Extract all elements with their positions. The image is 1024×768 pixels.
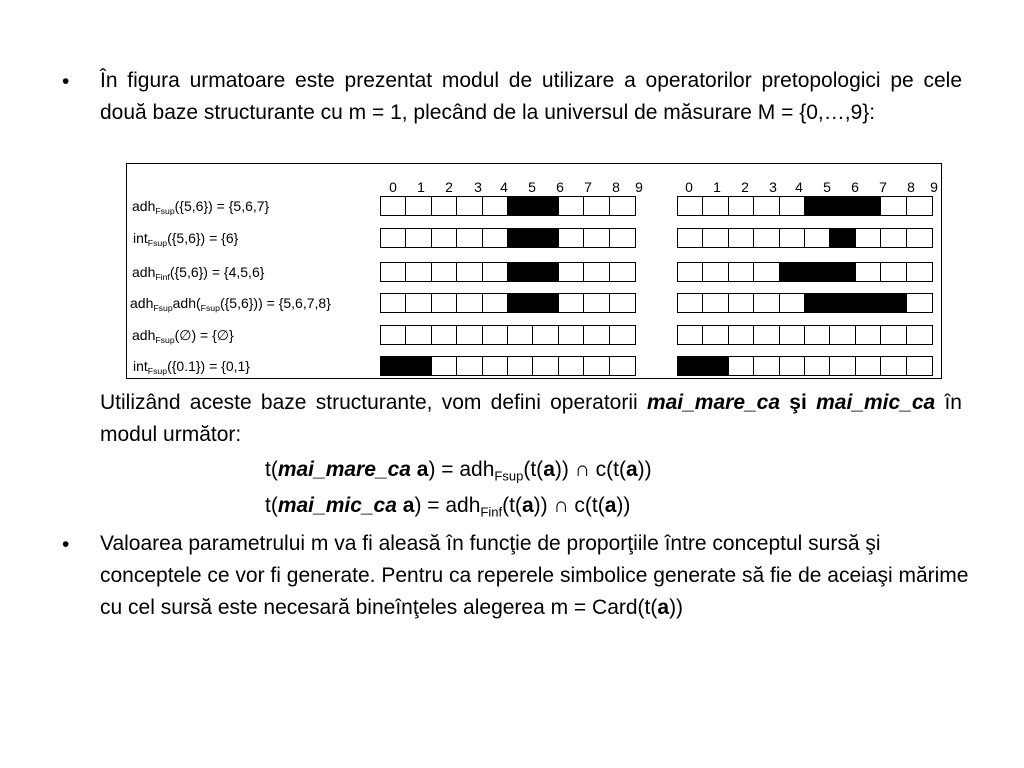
digit-label-left-6: 6: [556, 179, 564, 195]
grid-cell-left-0-9: [610, 197, 635, 215]
row-label-4: adh$_{Fsup}$(∅) = {∅}: [132, 327, 234, 346]
grid-cell-right-5-0: [678, 357, 703, 375]
grid-cell-left-5-8: [584, 357, 609, 375]
si-word: şi: [780, 391, 807, 414]
grid-cell-right-2-2: [729, 263, 754, 281]
grid-cell-left-5-5: [508, 357, 533, 375]
operators-paragraph: [100, 387, 962, 450]
digit-label-right-2: 2: [741, 179, 749, 195]
grid-cell-right-5-9: [907, 357, 932, 375]
grid-cell-left-0-2: [432, 197, 457, 215]
grid-cell-right-5-3: [754, 357, 779, 375]
grid-cell-right-4-1: [703, 326, 728, 344]
grid-cell-left-0-5: [508, 197, 533, 215]
grid-row-left-0: [380, 196, 636, 216]
digit-label-left-2: 2: [445, 179, 453, 195]
grid-cell-left-1-7: [559, 229, 584, 247]
grid-cell-right-5-4: [780, 357, 805, 375]
grid-row-left-1: [380, 228, 636, 248]
grid-cell-left-2-9: [610, 263, 635, 281]
grid-cell-left-5-6: [533, 357, 558, 375]
grid-cell-left-2-2: [432, 263, 457, 281]
grid-row-left-4: [380, 325, 636, 345]
digit-label-right-7: 7: [879, 179, 887, 195]
grid-cell-right-0-1: [703, 197, 728, 215]
grid-row-left-3: [380, 293, 636, 313]
grid-cell-left-4-6: [533, 326, 558, 344]
grid-cell-right-0-9: [907, 197, 932, 215]
grid-cell-right-1-5: [805, 229, 830, 247]
op-mai-mic-ca: mai_mic_ca: [816, 391, 936, 414]
grid-cell-left-0-8: [584, 197, 609, 215]
grid-cell-left-1-9: [610, 229, 635, 247]
grid-cell-left-3-2: [432, 294, 457, 312]
grid-cell-right-3-6: [830, 294, 855, 312]
grid-cell-right-4-3: [754, 326, 779, 344]
grid-cell-left-1-1: [406, 229, 431, 247]
parameter-paragraph: Valoarea parametrului m va fi aleasă în funcţie de proporţiile între conceptul sursă şi conceptele ce vor fi generate. Pentru ca reperele simbolice generate să fie de aceiaşi mărime cu cel sursă este necesară bineînţeles alegerea m = Card(t(a)): [100, 532, 969, 619]
grid-cell-left-3-9: [610, 294, 635, 312]
grid-cell-left-4-2: [432, 326, 457, 344]
grid-cell-left-1-3: [457, 229, 482, 247]
grid-cell-right-1-0: [678, 229, 703, 247]
grid-cell-right-3-9: [907, 294, 932, 312]
grid-cell-right-4-5: [805, 326, 830, 344]
grid-cell-right-1-9: [907, 229, 932, 247]
operators-text: Utilizând aceste baze structurante, vom defini operatorii: [100, 391, 647, 414]
grid-cell-left-4-3: [457, 326, 482, 344]
intro-paragraph: În figura urmatoare este prezentat modul de utilizare a operatorilor pretopologici pe cele două baze structurante cu m = 1, plecând de la universul de măsurare M = {0,…,9}:: [100, 69, 962, 124]
grid-row-right-5: [677, 356, 933, 376]
formula-mai-mic-ca: t(mai_mic_ca a) = adh$_{Finf}$(t(a)) ∩ c(t(a)): [265, 494, 631, 520]
grid-cell-left-3-8: [584, 294, 609, 312]
grid-cell-left-0-4: [483, 197, 508, 215]
grid-cell-right-1-3: [754, 229, 779, 247]
grid-cell-right-3-1: [703, 294, 728, 312]
grid-cell-right-1-1: [703, 229, 728, 247]
row-label-5: int$_{Fsup}$({0.1}) = {0,1}: [133, 358, 250, 377]
grid-cell-left-3-4: [483, 294, 508, 312]
grid-cell-left-2-1: [406, 263, 431, 281]
grid-cell-left-2-0: [381, 263, 406, 281]
digit-label-left-4: 4: [500, 179, 508, 195]
grid-cell-left-0-6: [533, 197, 558, 215]
grid-cell-right-5-6: [830, 357, 855, 375]
bullet-2: •: [62, 533, 70, 556]
digit-label-left-5: 5: [528, 179, 536, 195]
grid-cell-left-5-1: [406, 357, 431, 375]
grid-cell-right-3-0: [678, 294, 703, 312]
row-label-0: adh$_{Fsup}$({5,6}) = {5,6,7}: [132, 198, 270, 217]
grid-cell-left-4-1: [406, 326, 431, 344]
digit-label-right-5: 5: [823, 179, 831, 195]
grid-cell-left-0-0: [381, 197, 406, 215]
grid-cell-right-4-8: [881, 326, 906, 344]
grid-cell-right-1-7: [856, 229, 881, 247]
digit-label-right-6: 6: [851, 179, 859, 195]
grid-cell-left-0-3: [457, 197, 482, 215]
grid-cell-left-4-9: [610, 326, 635, 344]
row-label-3: $adh_{Fsup}adh(_{Fsup}(\{5,6\})) = \{5,6,7,8\}$: [130, 295, 331, 314]
grid-cell-right-5-8: [881, 357, 906, 375]
digit-label-right-1: 1: [713, 179, 721, 195]
grid-cell-left-4-0: [381, 326, 406, 344]
grid-row-left-2: [380, 262, 636, 282]
grid-cell-right-3-5: [805, 294, 830, 312]
grid-cell-left-1-0: [381, 229, 406, 247]
grid-cell-right-3-4: [780, 294, 805, 312]
grid-cell-right-2-6: [830, 263, 855, 281]
grid-cell-left-2-5: [508, 263, 533, 281]
digit-label-left-9: 9: [635, 179, 643, 195]
grid-cell-right-0-2: [729, 197, 754, 215]
operators-text-end: în modul următor:: [100, 391, 962, 446]
grid-row-right-3: [677, 293, 933, 313]
grid-cell-right-2-5: [805, 263, 830, 281]
digit-label-left-8: 8: [612, 179, 620, 195]
grid-cell-right-0-0: [678, 197, 703, 215]
grid-row-right-1: [677, 228, 933, 248]
grid-row-right-4: [677, 325, 933, 345]
grid-cell-left-5-0: [381, 357, 406, 375]
grid-row-left-5: [380, 356, 636, 376]
grid-cell-left-1-8: [584, 229, 609, 247]
grid-cell-right-1-2: [729, 229, 754, 247]
grid-cell-left-5-9: [610, 357, 635, 375]
grid-row-right-0: [677, 196, 933, 216]
grid-cell-left-3-5: [508, 294, 533, 312]
grid-cell-right-3-8: [881, 294, 906, 312]
grid-cell-left-1-2: [432, 229, 457, 247]
digit-label-right-0: 0: [685, 179, 693, 195]
grid-cell-left-5-4: [483, 357, 508, 375]
grid-cell-right-3-3: [754, 294, 779, 312]
grid-cell-right-1-6: [830, 229, 855, 247]
digit-label-left-0: 0: [389, 179, 397, 195]
grid-cell-left-1-4: [483, 229, 508, 247]
grid-cell-left-1-5: [508, 229, 533, 247]
row-label-2: adh$_{Finf}$({5,6}) = {4,5,6}: [132, 264, 265, 283]
digit-label-right-9: 9: [930, 179, 938, 195]
digit-label-right-3: 3: [769, 179, 777, 195]
grid-cell-left-2-7: [559, 263, 584, 281]
grid-cell-left-5-7: [559, 357, 584, 375]
grid-cell-right-3-7: [856, 294, 881, 312]
formula-mai-mare-ca: t(mai_mare_ca a) = adh$_{Fsup}$(t(a)) ∩ c(t(a)): [265, 458, 652, 484]
grid-cell-right-2-4: [780, 263, 805, 281]
grid-cell-right-2-7: [856, 263, 881, 281]
grid-cell-right-4-4: [780, 326, 805, 344]
grid-cell-left-4-7: [559, 326, 584, 344]
grid-cell-left-3-0: [381, 294, 406, 312]
grid-cell-right-4-6: [830, 326, 855, 344]
grid-cell-right-2-8: [881, 263, 906, 281]
grid-cell-right-5-2: [729, 357, 754, 375]
grid-cell-right-4-0: [678, 326, 703, 344]
grid-cell-left-2-3: [457, 263, 482, 281]
grid-cell-left-3-7: [559, 294, 584, 312]
grid-cell-right-1-4: [780, 229, 805, 247]
op-mai-mare-ca: mai_mare_ca: [646, 391, 781, 414]
grid-cell-right-4-2: [729, 326, 754, 344]
grid-cell-left-3-3: [457, 294, 482, 312]
grid-cell-right-2-0: [678, 263, 703, 281]
grid-cell-right-0-5: [805, 197, 830, 215]
digit-label-right-8: 8: [907, 179, 915, 195]
grid-row-right-2: [677, 262, 933, 282]
grid-cell-left-5-2: [432, 357, 457, 375]
digit-label-left-1: 1: [417, 179, 425, 195]
grid-cell-right-5-5: [805, 357, 830, 375]
grid-cell-left-0-7: [559, 197, 584, 215]
grid-cell-left-2-6: [533, 263, 558, 281]
digit-label-left-7: 7: [584, 179, 592, 195]
grid-cell-right-0-8: [881, 197, 906, 215]
grid-cell-left-4-4: [483, 326, 508, 344]
grid-cell-left-4-5: [508, 326, 533, 344]
grid-cell-left-3-6: [533, 294, 558, 312]
grid-cell-right-0-3: [754, 197, 779, 215]
grid-cell-right-0-6: [830, 197, 855, 215]
grid-cell-right-0-7: [856, 197, 881, 215]
grid-cell-right-3-2: [729, 294, 754, 312]
grid-cell-right-5-1: [703, 357, 728, 375]
digit-label-left-3: 3: [474, 179, 482, 195]
grid-cell-right-4-9: [907, 326, 932, 344]
grid-cell-left-5-3: [457, 357, 482, 375]
grid-cell-right-2-9: [907, 263, 932, 281]
grid-cell-left-0-1: [406, 197, 431, 215]
grid-cell-right-2-1: [703, 263, 728, 281]
grid-cell-left-2-4: [483, 263, 508, 281]
grid-cell-right-0-4: [780, 197, 805, 215]
grid-cell-left-2-8: [584, 263, 609, 281]
row-label-1: int$_{Fsup}$({5,6}) = {6}: [133, 230, 239, 249]
bullet-1: •: [62, 70, 70, 93]
grid-cell-right-1-8: [881, 229, 906, 247]
grid-cell-right-4-7: [856, 326, 881, 344]
grid-cell-left-1-6: [533, 229, 558, 247]
grid-cell-right-2-3: [754, 263, 779, 281]
grid-cell-left-3-1: [406, 294, 431, 312]
digit-label-right-4: 4: [795, 179, 803, 195]
grid-cell-right-5-7: [856, 357, 881, 375]
grid-cell-left-4-8: [584, 326, 609, 344]
